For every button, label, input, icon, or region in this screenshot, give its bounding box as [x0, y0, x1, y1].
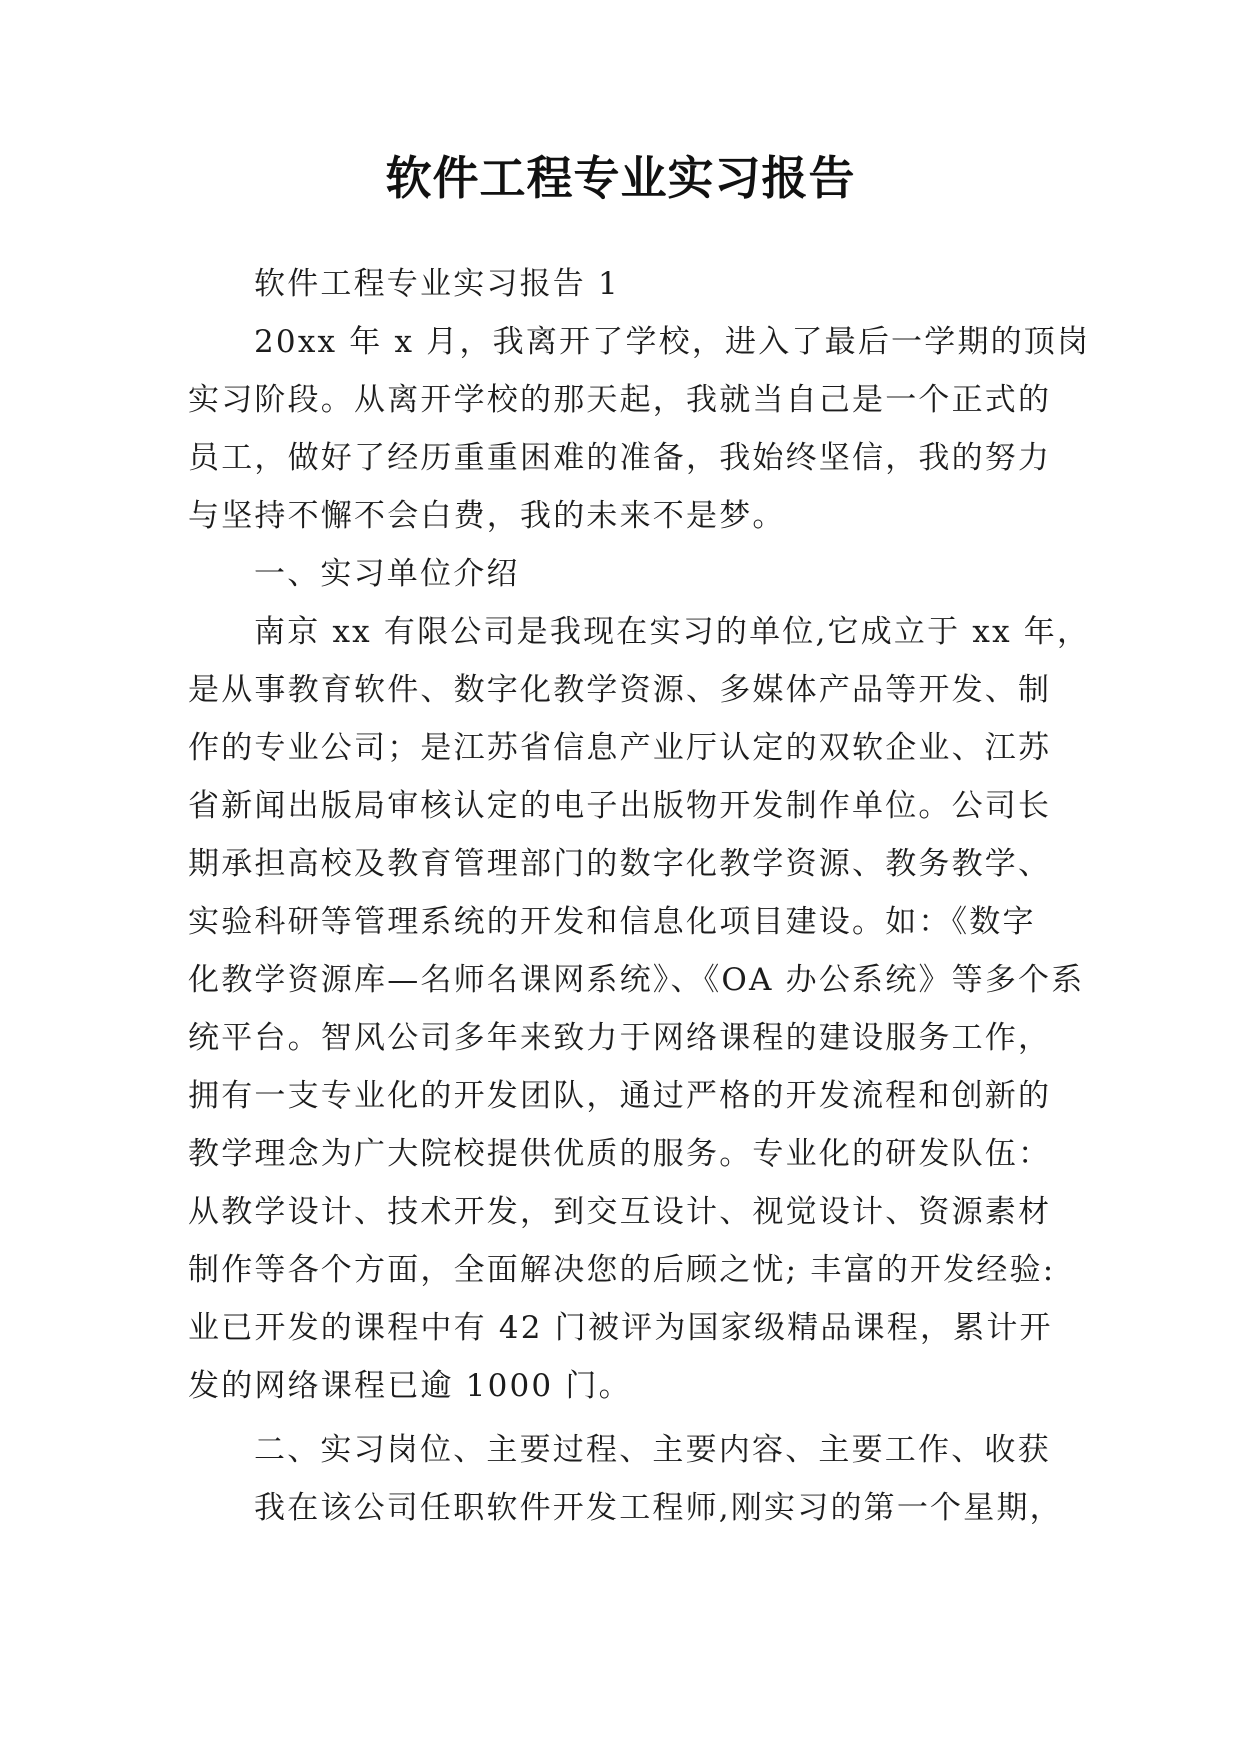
paragraph-line: 实验科研等管理系统的开发和信息化项目建设。如：《数字: [188, 904, 1036, 940]
section-heading-report-1: 软件工程专业实习报告 1: [254, 266, 620, 302]
paragraph-line: 与坚持不懈不会白费，我的未来不是梦。: [188, 498, 786, 534]
paragraph-line: 业已开发的课程中有 42 门被评为国家级精品课程，累计开: [188, 1310, 1053, 1346]
paragraph-line: 是从事教育软件、数字化教学资源、多媒体产品等开发、制: [188, 672, 1052, 708]
paragraph-line: 省新闻出版局审核认定的电子出版物开发制作单位。公司长: [188, 788, 1052, 824]
section-heading-internship-position: 二、实习岗位、主要过程、主要内容、主要工作、收获: [254, 1432, 1051, 1468]
paragraph-line: 制作等各个方面，全面解决您的后顾之忧; 丰富的开发经验:: [188, 1252, 1056, 1288]
paragraph-line: 作的专业公司；是江苏省信息产业厅认定的双软企业、江苏: [188, 730, 1052, 766]
paragraph-line: 20xx 年 x 月，我离开了学校，进入了最后一学期的顶岗: [254, 324, 1091, 360]
paragraph-line: 我在该公司任职软件开发工程师,刚实习的第一个星期，: [254, 1490, 1063, 1526]
paragraph-line: 员工，做好了经历重重困难的准备，我始终坚信，我的努力: [188, 440, 1052, 476]
document-title: 软件工程专业实习报告: [385, 151, 856, 205]
paragraph-line: 从教学设计、技术开发，到交互设计、视觉设计、资源素材: [188, 1194, 1052, 1230]
paragraph-line: 拥有一支专业化的开发团队，通过严格的开发流程和创新的: [188, 1078, 1052, 1114]
paragraph-line: 化教学资源库—名师名课网系统》、《OA 办公系统》等多个系: [188, 962, 1085, 998]
paragraph-line: 期承担高校及教育管理部门的数字化教学资源、教务教学、: [188, 846, 1052, 882]
paragraph-line: 实习阶段。从离开学校的那天起，我就当自己是一个正式的: [188, 382, 1052, 418]
paragraph-line: 教学理念为广大院校提供优质的服务。专业化的研发队伍：: [188, 1136, 1052, 1172]
paragraph-line: 统平台。智风公司多年来致力于网络课程的建设服务工作，: [188, 1020, 1052, 1056]
section-heading-company-intro: 一、实习单位介绍: [254, 556, 520, 592]
paragraph-line: 南京 xx 有限公司是我现在实习的单位,它成立于 xx 年，: [254, 614, 1091, 650]
paragraph-line: 发的网络课程已逾 1000 门。: [188, 1368, 632, 1404]
